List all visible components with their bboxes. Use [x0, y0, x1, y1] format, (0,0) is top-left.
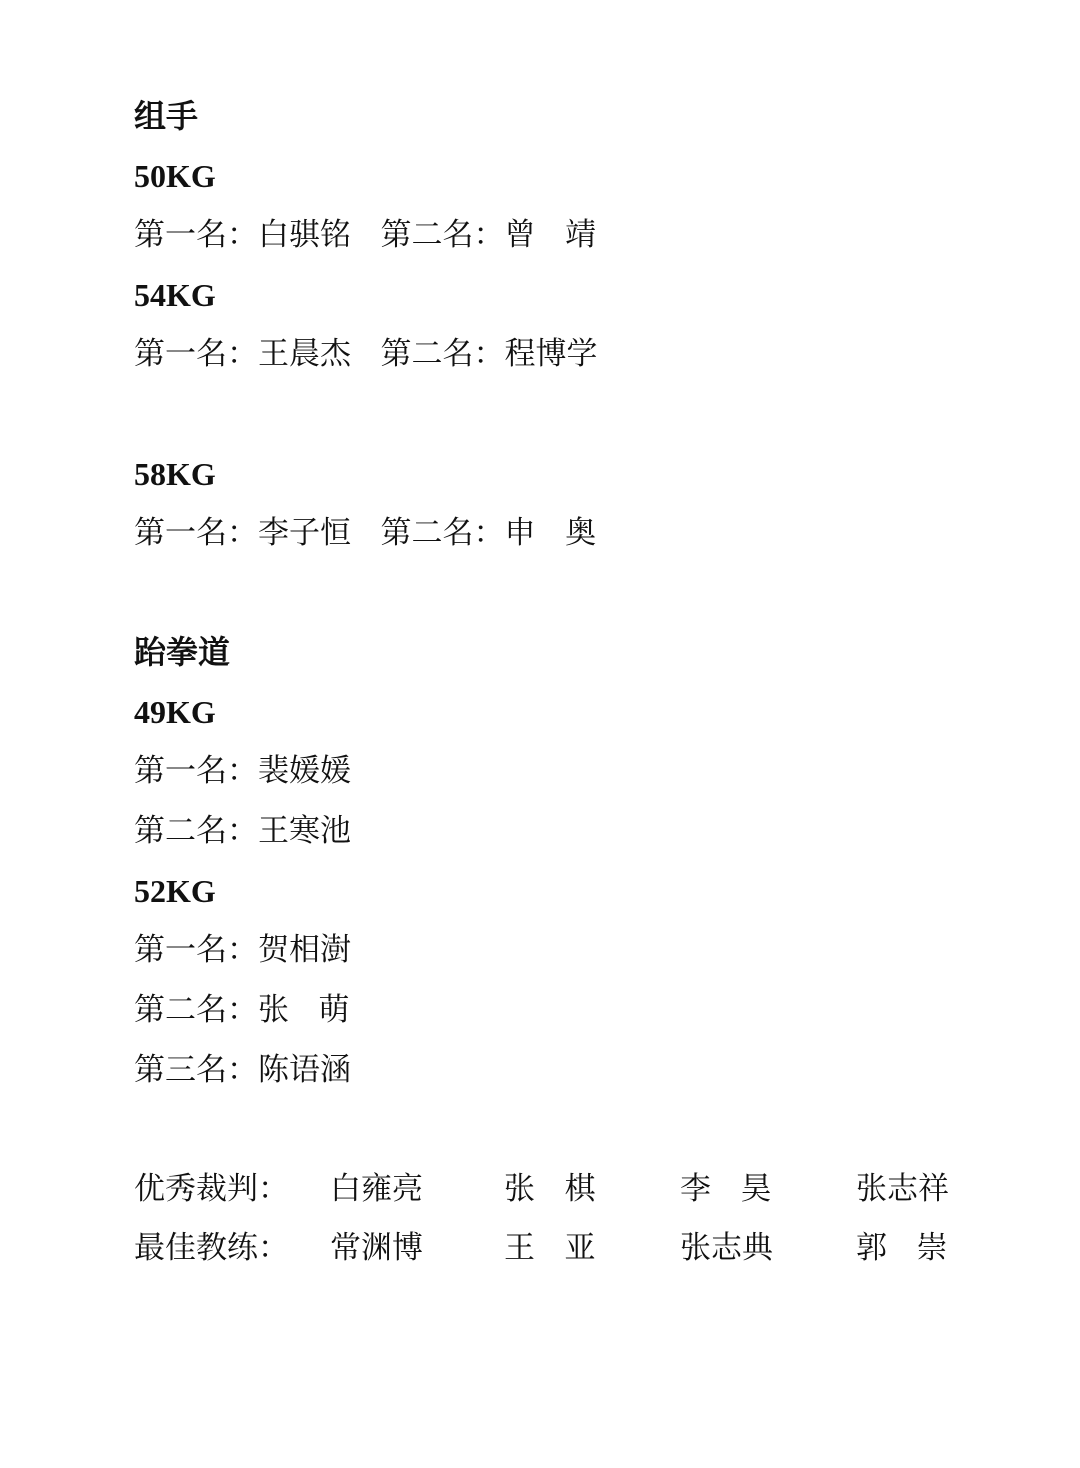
weight-class-49kg: 49KG: [134, 694, 216, 730]
result-line-58kg: 第一名：李子恒 第二名：申 奥: [134, 515, 597, 551]
weight-class-58kg: 58KG: [134, 456, 216, 492]
result-line-52kg-first: 第一名：贺相澍: [134, 932, 351, 968]
weight-class-54kg: 54KG: [134, 277, 216, 313]
result-line-49kg-first: 第一名：裴媛媛: [134, 753, 351, 789]
result-line-50kg: 第一名：白骐铭 第二名：曾 靖: [134, 217, 597, 253]
result-line-52kg-third: 第三名：陈语涵: [134, 1052, 351, 1088]
coach-name: 张志典: [680, 1230, 773, 1266]
coach-name: 常渊博: [330, 1230, 423, 1266]
result-line-52kg-second: 第二名：张 萌: [134, 992, 350, 1028]
weight-class-52kg: 52KG: [134, 873, 216, 909]
coach-name: 王 亚: [504, 1230, 596, 1266]
result-line-54kg: 第一名：王晨杰 第二名：程博学: [134, 336, 598, 372]
result-line-49kg-second: 第二名：王寒池: [134, 813, 351, 849]
referees-row: [134, 1169, 994, 1209]
coaches-row: [134, 1228, 994, 1268]
referees-label: 优秀裁判：: [134, 1171, 289, 1207]
section-heading-kumite: 组手: [134, 97, 199, 135]
coaches-label: 最佳教练：: [134, 1230, 289, 1266]
referee-name: 张志祥: [856, 1171, 949, 1207]
referee-name: 张 棋: [504, 1171, 596, 1207]
coach-name: 郭 崇: [856, 1230, 948, 1266]
referee-name: 白雍亮: [330, 1171, 423, 1207]
referee-name: 李 昊: [680, 1171, 772, 1207]
section-heading-taekwondo: 跆拳道: [134, 633, 231, 671]
weight-class-50kg: 50KG: [134, 158, 216, 194]
